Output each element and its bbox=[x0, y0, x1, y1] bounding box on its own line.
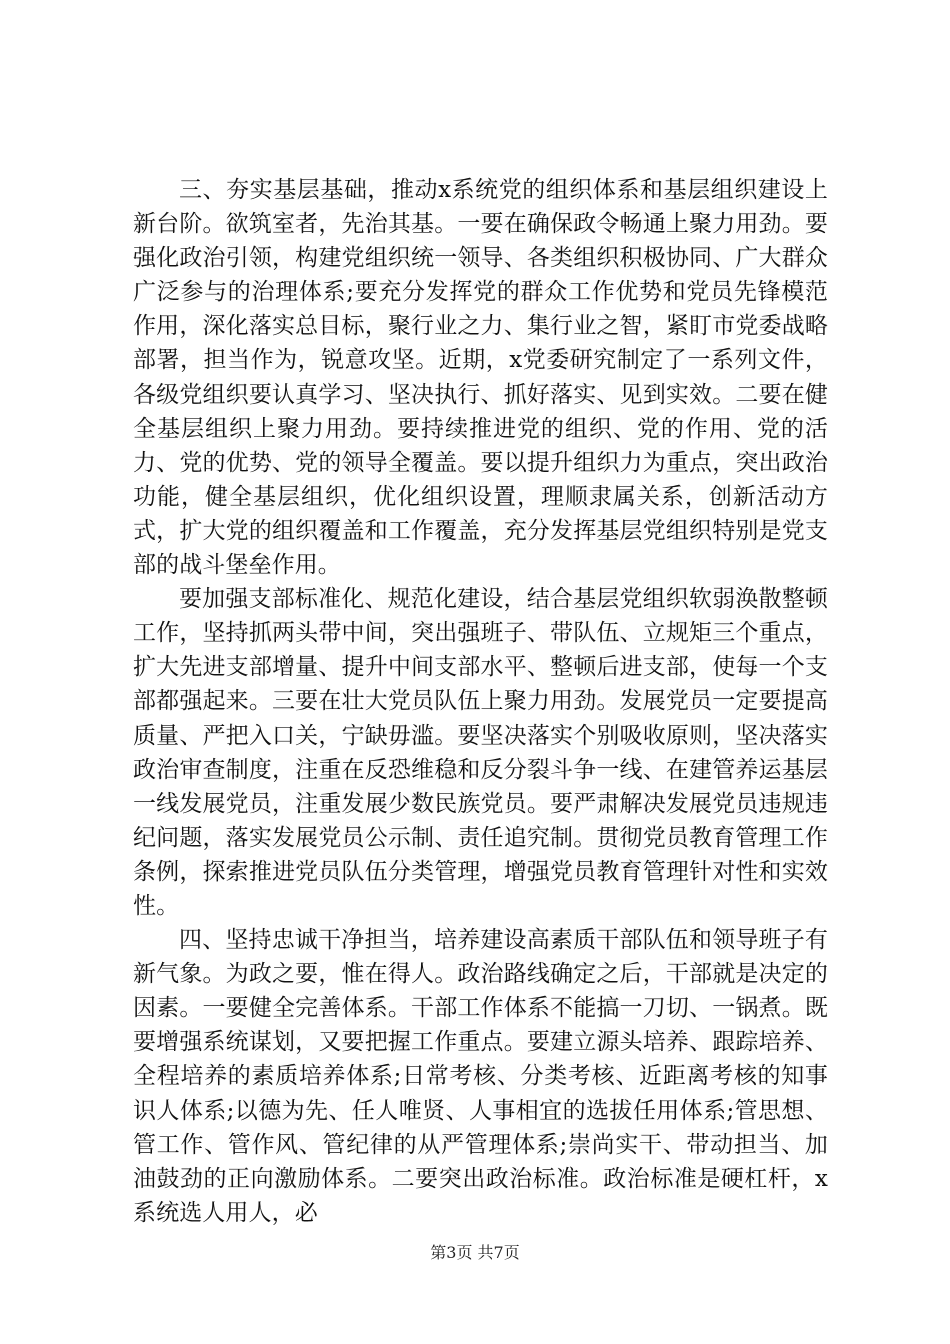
page-footer: 第3页 共7页 bbox=[430, 1243, 520, 1262]
paragraph: 四、坚持忠诚干净担当，培养建设高素质干部队伍和领导班子有新气象。为政之要，惟在得人。政治路线确定之后，干部就是决定的因素。一要健全完善体系。干部工作体系不能搞一刀切、一锅煮。既要增强系统谋划，又要把握工作重点。要建立源头培养、跟踪培养、全程培养的素质培养体系;日常考核、分类考核、近距离考核的知事识人体系;以德为先、任人唯贤、人事相宜的选拔任用体系;管思想、管工作、管作风、管纪律的从严管理体系;崇尚实干、带动担当、加油鼓劲的正向激励体系。二要突出政治标准。政治标准是硬杠杆，x系统选人用人，必 bbox=[133, 927, 828, 1226]
paragraph: 要加强支部标准化、规范化建设，结合基层党组织软弱涣散整顿工作，坚持抓两头带中间，突出强班子、带队伍、立规矩三个重点，扩大先进支部增量、提升中间支部水平、整顿后进支部，使每一个支部都强起来。三要在壮大党员队伍上聚力用劲。发展党员一定要提高质量、严把入口关，宁缺毋滥。要坚决落实个别吸收原则，坚决落实政治审查制度，注重在反恐维稳和反分裂斗争一线、在建管养运基层一线发展党员，注重发展少数民族党员。要严肃解决发展党员违规违纪问题，落实发展党员公示制、责任追究制。贯彻党员教育管理工作条例，探索推进党员队伍分类管理，增强党员教育管理针对性和实效性。 bbox=[133, 586, 828, 919]
document-body bbox=[133, 173, 828, 1230]
paragraph: 三、夯实基层基础，推动x系统党的组织体系和基层组织建设上新台阶。欲筑室者，先治其基。一要在确保政令畅通上聚力用劲。要强化政治引领，构建党组织统一领导、各类组织积极协同、广大群众广泛参与的治理体系;要充分发挥党的群众工作优势和党员先锋模范作用，深化落实总目标，聚行业之力、集行业之智，紧盯市党委战略部署，担当作为，锐意攻坚。近期，x党委研究制定了一系列文件，各级党组织要认真学习、坚决执行、抓好落实、见到实效。二要在健全基层组织上聚力用劲。要持续推进党的组织、党的作用、党的活力、党的优势、党的领导全覆盖。要以提升组织力为重点，突出政治功能，健全基层组织，优化组织设置，理顺隶属关系，创新活动方式，扩大党的组织覆盖和工作覆盖，充分发挥基层党组织特别是党支部的战斗堡垒作用。 bbox=[133, 177, 828, 579]
